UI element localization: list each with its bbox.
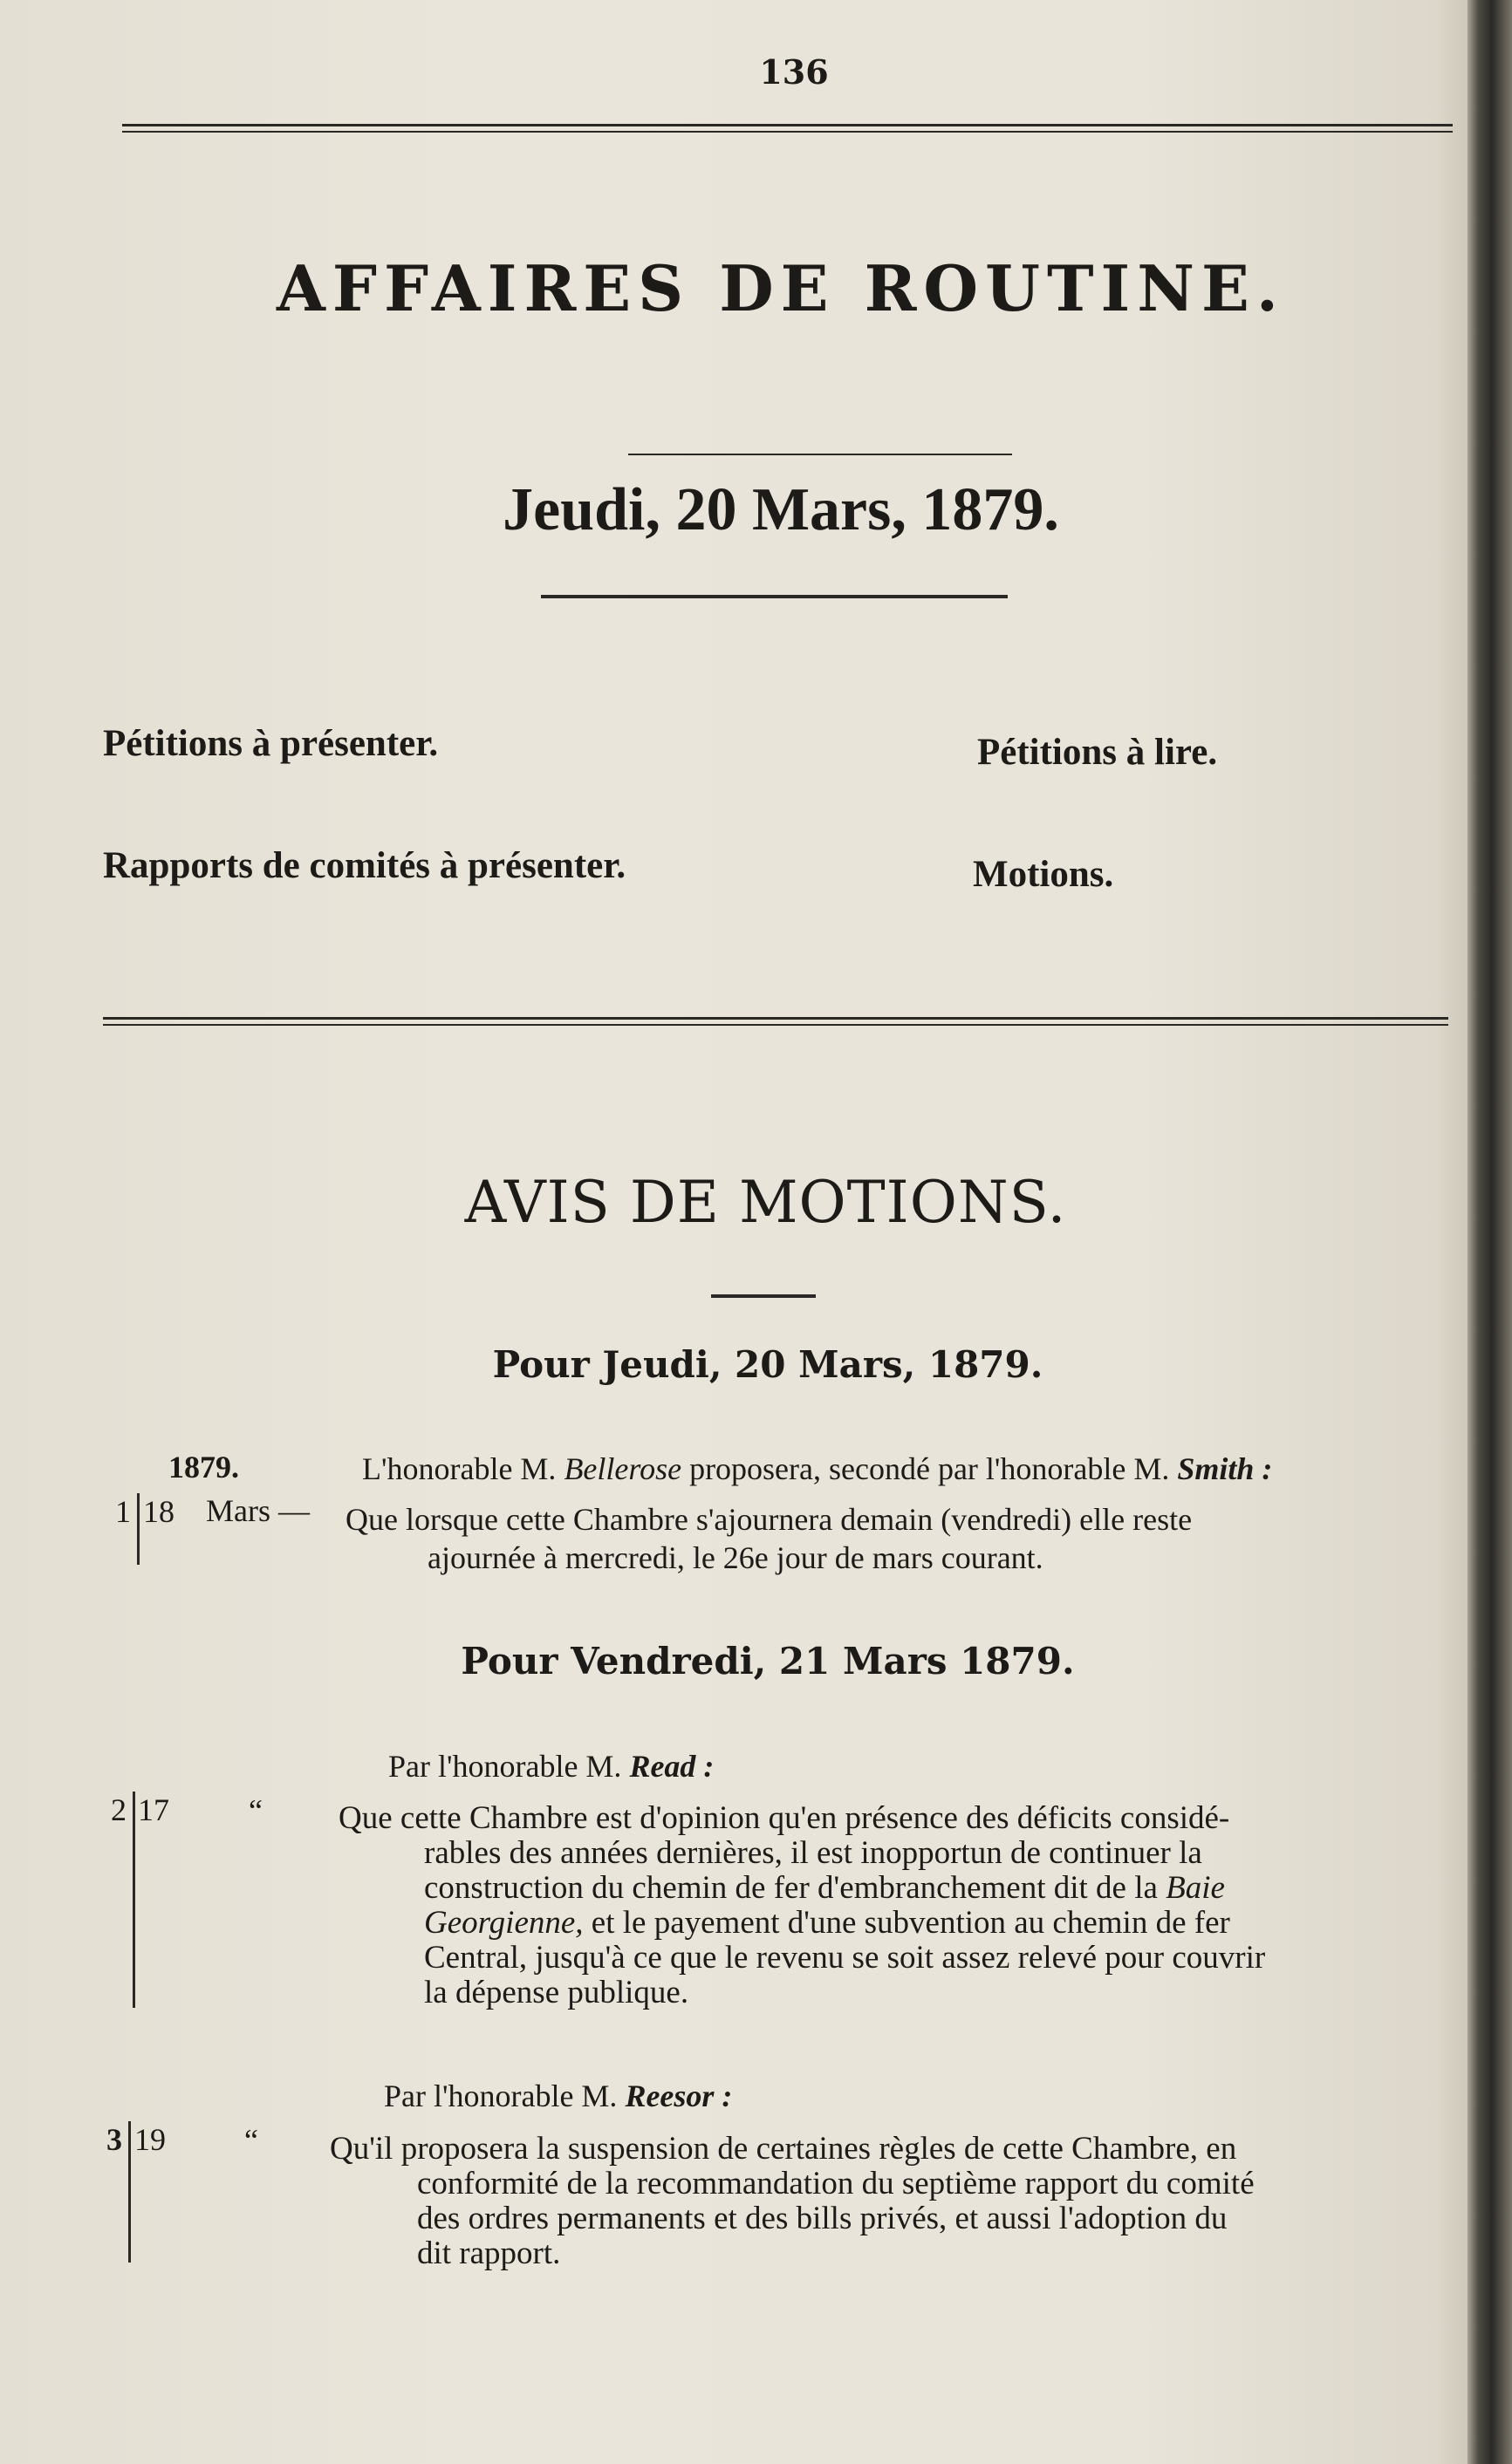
motion-b-by-prefix: Par l'honorable M. (384, 2078, 618, 2113)
motion-b-by (384, 2078, 732, 2114)
motion-a-margin-bar (133, 1792, 135, 2008)
motion-a-number: 2 (111, 1792, 127, 1827)
day1-day: 18 (143, 1494, 174, 1529)
day1-month: Mars — (206, 1493, 310, 1528)
motion-b-ditto: “ (244, 2123, 258, 2158)
motion-b-line4: dit rapport. (417, 2235, 561, 2271)
motion-a-by-prefix: Par l'honorable M. (388, 1749, 622, 1784)
date-bottom-rule (541, 595, 1008, 598)
motion-a-line5: Central, jusqu'à ce que le revenu se soit assez relevé pour couvrir (424, 1940, 1266, 1976)
motion-a-line4-rest: et le payement d'une subvention au chemin de fer (591, 1905, 1230, 1941)
day1-heading: Pour Jeudi, 20 Mars, 1879. (492, 1343, 1043, 1386)
motion-a-day: 17 (138, 1792, 169, 1827)
petitions-presenter: Pétitions à présenter. (103, 723, 439, 764)
day1-line1: Que lorsque cette Chambre s'ajournera demain (vendredi) elle reste (346, 1502, 1193, 1537)
motion-b-line3: des ordres permanents et des bills privés, et aussi l'adoption du (417, 2201, 1228, 2236)
day1-intro (362, 1451, 1444, 1487)
top-double-rule (122, 124, 1453, 133)
day1-number: 1 (115, 1494, 131, 1529)
day2-heading: Pour Vendredi, 21 Mars 1879. (461, 1640, 1075, 1682)
motion-a-ditto: “ (249, 1793, 263, 1828)
motions-label: Motions. (973, 854, 1114, 895)
page-number: 136 (759, 52, 829, 92)
motion-a-line3 (424, 1870, 1225, 1906)
day1-intro-name2: Smith : (1177, 1451, 1273, 1486)
motion-a-line3-italic: Baie (1166, 1870, 1225, 1906)
petitions-lire: Pétitions à lire. (977, 732, 1218, 773)
section-separator (711, 1294, 816, 1298)
middle-double-rule (103, 1017, 1448, 1026)
motion-b-number: 3 (106, 2122, 122, 2157)
motion-a-line1: Que cette Chambre est d'opinion qu'en présence des déficits considé- (339, 1800, 1230, 1836)
main-title: AFFAIRES DE ROUTINE. (277, 251, 1285, 325)
motion-b-line1: Qu'il proposera la suspension de certaines règles de cette Chambre, en (330, 2131, 1237, 2167)
day1-line2: ajournée à mercredi, le 26e jour de mars courant. (428, 1540, 1043, 1575)
motion-b-margin-bar (128, 2121, 131, 2263)
motion-b-by-name: Reesor : (625, 2078, 733, 2113)
date-top-rule (628, 454, 1012, 455)
motion-a-by (388, 1749, 714, 1785)
day1-margin-bar (137, 1493, 140, 1565)
date-title: Jeudi, 20 Mars, 1879. (503, 476, 1059, 543)
motion-a-by-name: Read : (629, 1749, 715, 1784)
motion-a-line4-italic: Georgienne, (424, 1905, 584, 1941)
motion-a-line3-prefix: construction du chemin de fer d'embranchement dit de la (424, 1870, 1158, 1906)
motion-b-day: 19 (134, 2122, 166, 2157)
day1-intro-middle: proposera, secondé par l'honorable M. (689, 1451, 1170, 1486)
motion-b-line2: conformité de la recommandation du septième rapport du comité (417, 2166, 1255, 2201)
day1-year: 1879. (168, 1450, 239, 1485)
day1-intro-prefix: L'honorable M. (362, 1451, 557, 1486)
rapports-comites: Rapports de comités à présenter. (103, 845, 626, 886)
motion-a-line6: la dépense publique. (424, 1975, 689, 2010)
motion-a-line4 (424, 1905, 1230, 1941)
day1-intro-name1: Bellerose (564, 1451, 682, 1486)
motion-a-line2: rables des années dernières, il est inopportun de continuer la (424, 1835, 1202, 1871)
section-title: AVIS DE MOTIONS. (464, 1169, 1067, 1236)
